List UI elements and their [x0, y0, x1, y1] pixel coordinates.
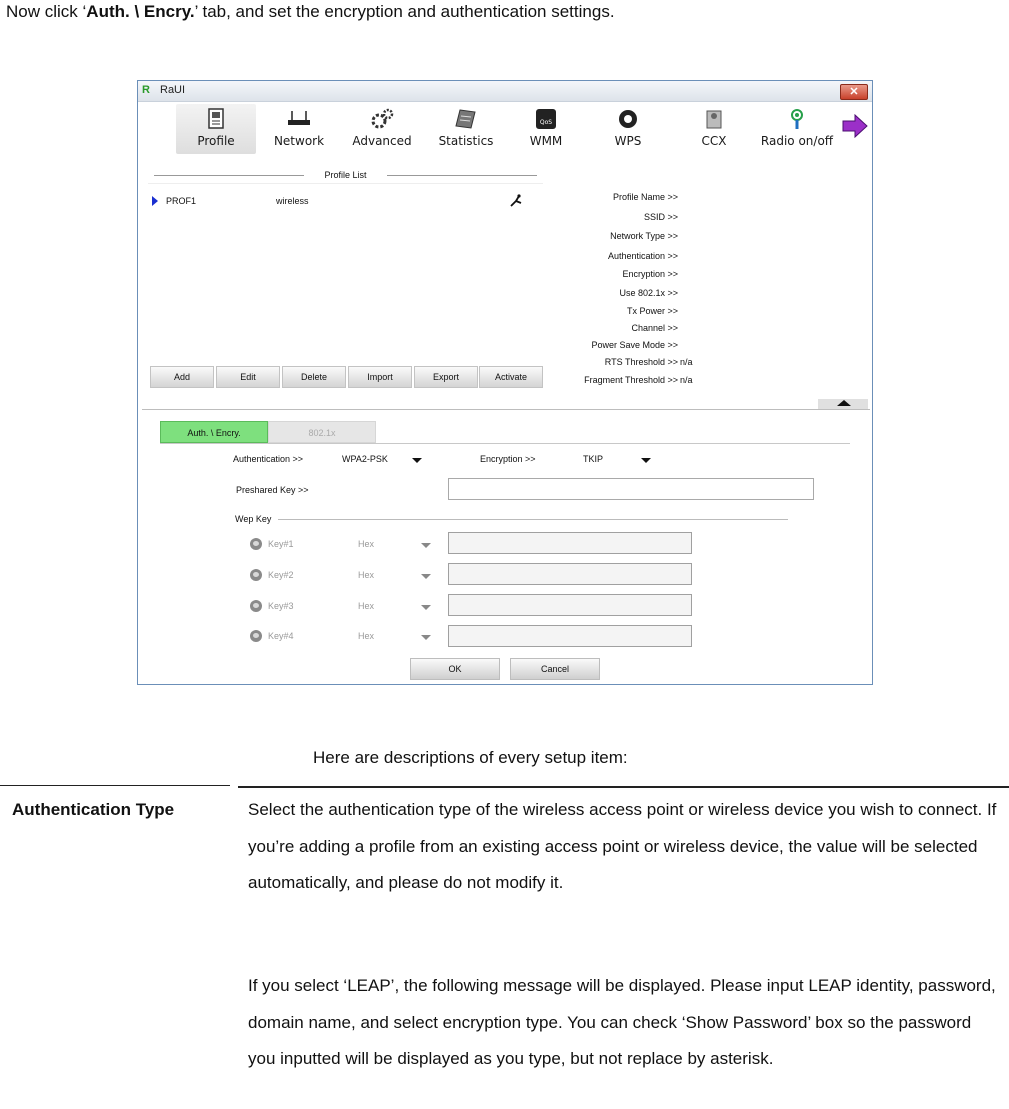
info-use-8021x: Use 802.1x >>: [619, 288, 678, 298]
key4-format[interactable]: Hex: [358, 631, 375, 641]
profile-icon: [203, 108, 229, 130]
collapse-toggle[interactable]: [818, 399, 868, 409]
term-authentication-type: Authentication Type: [12, 800, 175, 819]
ccx-icon: [701, 108, 727, 130]
enc-label: Encryption >>: [480, 454, 536, 464]
toolbar-statistics-button[interactable]: [430, 104, 502, 154]
profile-type: wireless: [276, 196, 309, 206]
ok-button[interactable]: OK: [410, 658, 500, 680]
toolbar-label-wps: WPS: [614, 134, 642, 148]
toolbar-advanced-button[interactable]: [346, 104, 418, 154]
selected-arrow-icon: [152, 196, 158, 206]
toolbar-label-network: Network: [273, 134, 325, 148]
info-channel: Channel >>: [631, 323, 678, 333]
key1-radio[interactable]: [250, 538, 262, 550]
info-rts-value: n/a: [680, 357, 693, 367]
divider: [142, 409, 870, 410]
info-power-save: Power Save Mode >>: [591, 340, 678, 350]
key1-dropdown-icon[interactable]: [421, 543, 431, 548]
profile-list: [148, 183, 543, 366]
tab-divider: [160, 443, 850, 444]
next-arrow-icon[interactable]: [841, 114, 869, 138]
description-heading: Here are descriptions of every setup item:: [313, 748, 628, 767]
toolbar-wps-button[interactable]: [600, 104, 656, 154]
key4-input[interactable]: [448, 625, 692, 647]
svg-text:QoS: QoS: [539, 119, 553, 126]
preshared-key-input[interactable]: [448, 478, 814, 500]
key2-dropdown-icon[interactable]: [421, 574, 431, 579]
enc-dropdown-icon[interactable]: [641, 458, 651, 463]
profile-name: PROF1: [166, 196, 197, 206]
key3-label: Key#3: [268, 601, 294, 611]
import-button[interactable]: Import: [348, 366, 412, 388]
key3-input[interactable]: [448, 594, 692, 616]
info-fragment-threshold: Fragment Threshold >>: [584, 375, 678, 385]
info-authentication: Authentication >>: [607, 251, 678, 261]
edit-button[interactable]: Edit: [216, 366, 280, 388]
network-icon: [286, 108, 312, 130]
auth-dropdown-icon[interactable]: [412, 458, 422, 463]
key2-format[interactable]: Hex: [358, 570, 375, 580]
raui-window: [137, 80, 873, 685]
table-rule-right: [238, 786, 1009, 788]
toolbar-label-advanced: Advanced: [352, 134, 412, 148]
auth-label: Authentication >>: [233, 454, 304, 464]
description-paragraph-1: Select the authentication type of the wireless access point or wireless device you wish to connect. If you’re adding a profile from an existing access point or wireless device, the value will be selected automatically, and please do not modify it.: [248, 800, 997, 892]
key1-label: Key#1: [268, 539, 294, 549]
connected-link-icon: [508, 193, 524, 209]
profile-buttons: [148, 366, 543, 388]
toolbar-radio-button[interactable]: [752, 104, 842, 154]
key1-format[interactable]: Hex: [358, 539, 375, 549]
key3-radio[interactable]: [250, 600, 262, 612]
toolbar: [138, 102, 872, 158]
toolbar-network-button[interactable]: [264, 104, 334, 154]
profile-row[interactable]: [152, 194, 537, 210]
wps-icon: [615, 108, 641, 130]
key3-format[interactable]: Hex: [358, 601, 375, 611]
key1-input[interactable]: [448, 532, 692, 554]
toolbar-ccx-button[interactable]: [686, 104, 742, 154]
wmm-icon: [533, 108, 559, 130]
key3-dropdown-icon[interactable]: [421, 605, 431, 610]
window-title: RaUI: [160, 84, 186, 96]
intro-text: [6, 2, 615, 22]
toolbar-profile-button[interactable]: [176, 104, 256, 154]
title-bar: [138, 81, 872, 102]
key4-label: Key#4: [268, 631, 294, 641]
intro-tab-name: Auth. \ Encry.: [86, 2, 195, 21]
table-rule-left: [0, 785, 230, 786]
tab-8021x[interactable]: 802.1x: [268, 421, 376, 443]
delete-button[interactable]: Delete: [282, 366, 346, 388]
intro-prefix: Now click ‘: [6, 2, 87, 21]
key4-dropdown-icon[interactable]: [421, 635, 431, 640]
add-button[interactable]: Add: [150, 366, 214, 388]
toolbar-label-ccx: CCX: [701, 134, 727, 148]
radio-icon: [784, 108, 810, 130]
activate-button[interactable]: Activate: [479, 366, 543, 388]
wep-key-group: Wep Key: [235, 514, 272, 524]
intro-suffix: ’ tab, and set the encryption and authentication settings.: [194, 2, 615, 21]
key2-radio[interactable]: [250, 569, 262, 581]
app-logo-icon: R: [142, 84, 150, 96]
key4-radio[interactable]: [250, 630, 262, 642]
auth-select[interactable]: WPA2-PSK: [342, 454, 388, 464]
wep-group-line: [278, 519, 788, 520]
toolbar-label-profile: Profile: [197, 134, 235, 148]
export-button[interactable]: Export: [414, 366, 478, 388]
cancel-button[interactable]: Cancel: [510, 658, 600, 680]
description-paragraph-2: If you select ‘LEAP’, the following message will be displayed. Please input LEAP identity, password, domain name, and select encryption type. You can check ‘Show Password’ box so the password you inputted will be displayed as you type, but not replace by asterisk.: [248, 976, 996, 1068]
toolbar-label-wmm: WMM: [529, 134, 563, 148]
toolbar-wmm-button[interactable]: [518, 104, 574, 154]
info-encryption: Encryption >>: [622, 269, 678, 279]
key2-label: Key#2: [268, 570, 294, 580]
statistics-icon: [453, 108, 479, 130]
info-profile-name: Profile Name >>: [612, 192, 678, 202]
info-rts-threshold: RTS Threshold >>: [604, 357, 678, 367]
psk-label: Preshared Key >>: [236, 485, 309, 495]
tab-auth-encry[interactable]: Auth. \ Encry.: [160, 421, 268, 443]
close-button[interactable]: ✕: [840, 84, 868, 100]
toolbar-label-radio: Radio on/off: [760, 134, 834, 148]
advanced-icon: [369, 108, 395, 130]
key2-input[interactable]: [448, 563, 692, 585]
toolbar-label-statistics: Statistics: [438, 134, 494, 148]
info-tx-power: Tx Power >>: [626, 306, 678, 316]
profile-list-title: Profile List: [148, 170, 543, 180]
enc-select[interactable]: TKIP: [583, 454, 604, 464]
info-network-type: Network Type >>: [610, 231, 678, 241]
info-fragment-value: n/a: [680, 375, 693, 385]
info-ssid: SSID >>: [643, 212, 678, 222]
